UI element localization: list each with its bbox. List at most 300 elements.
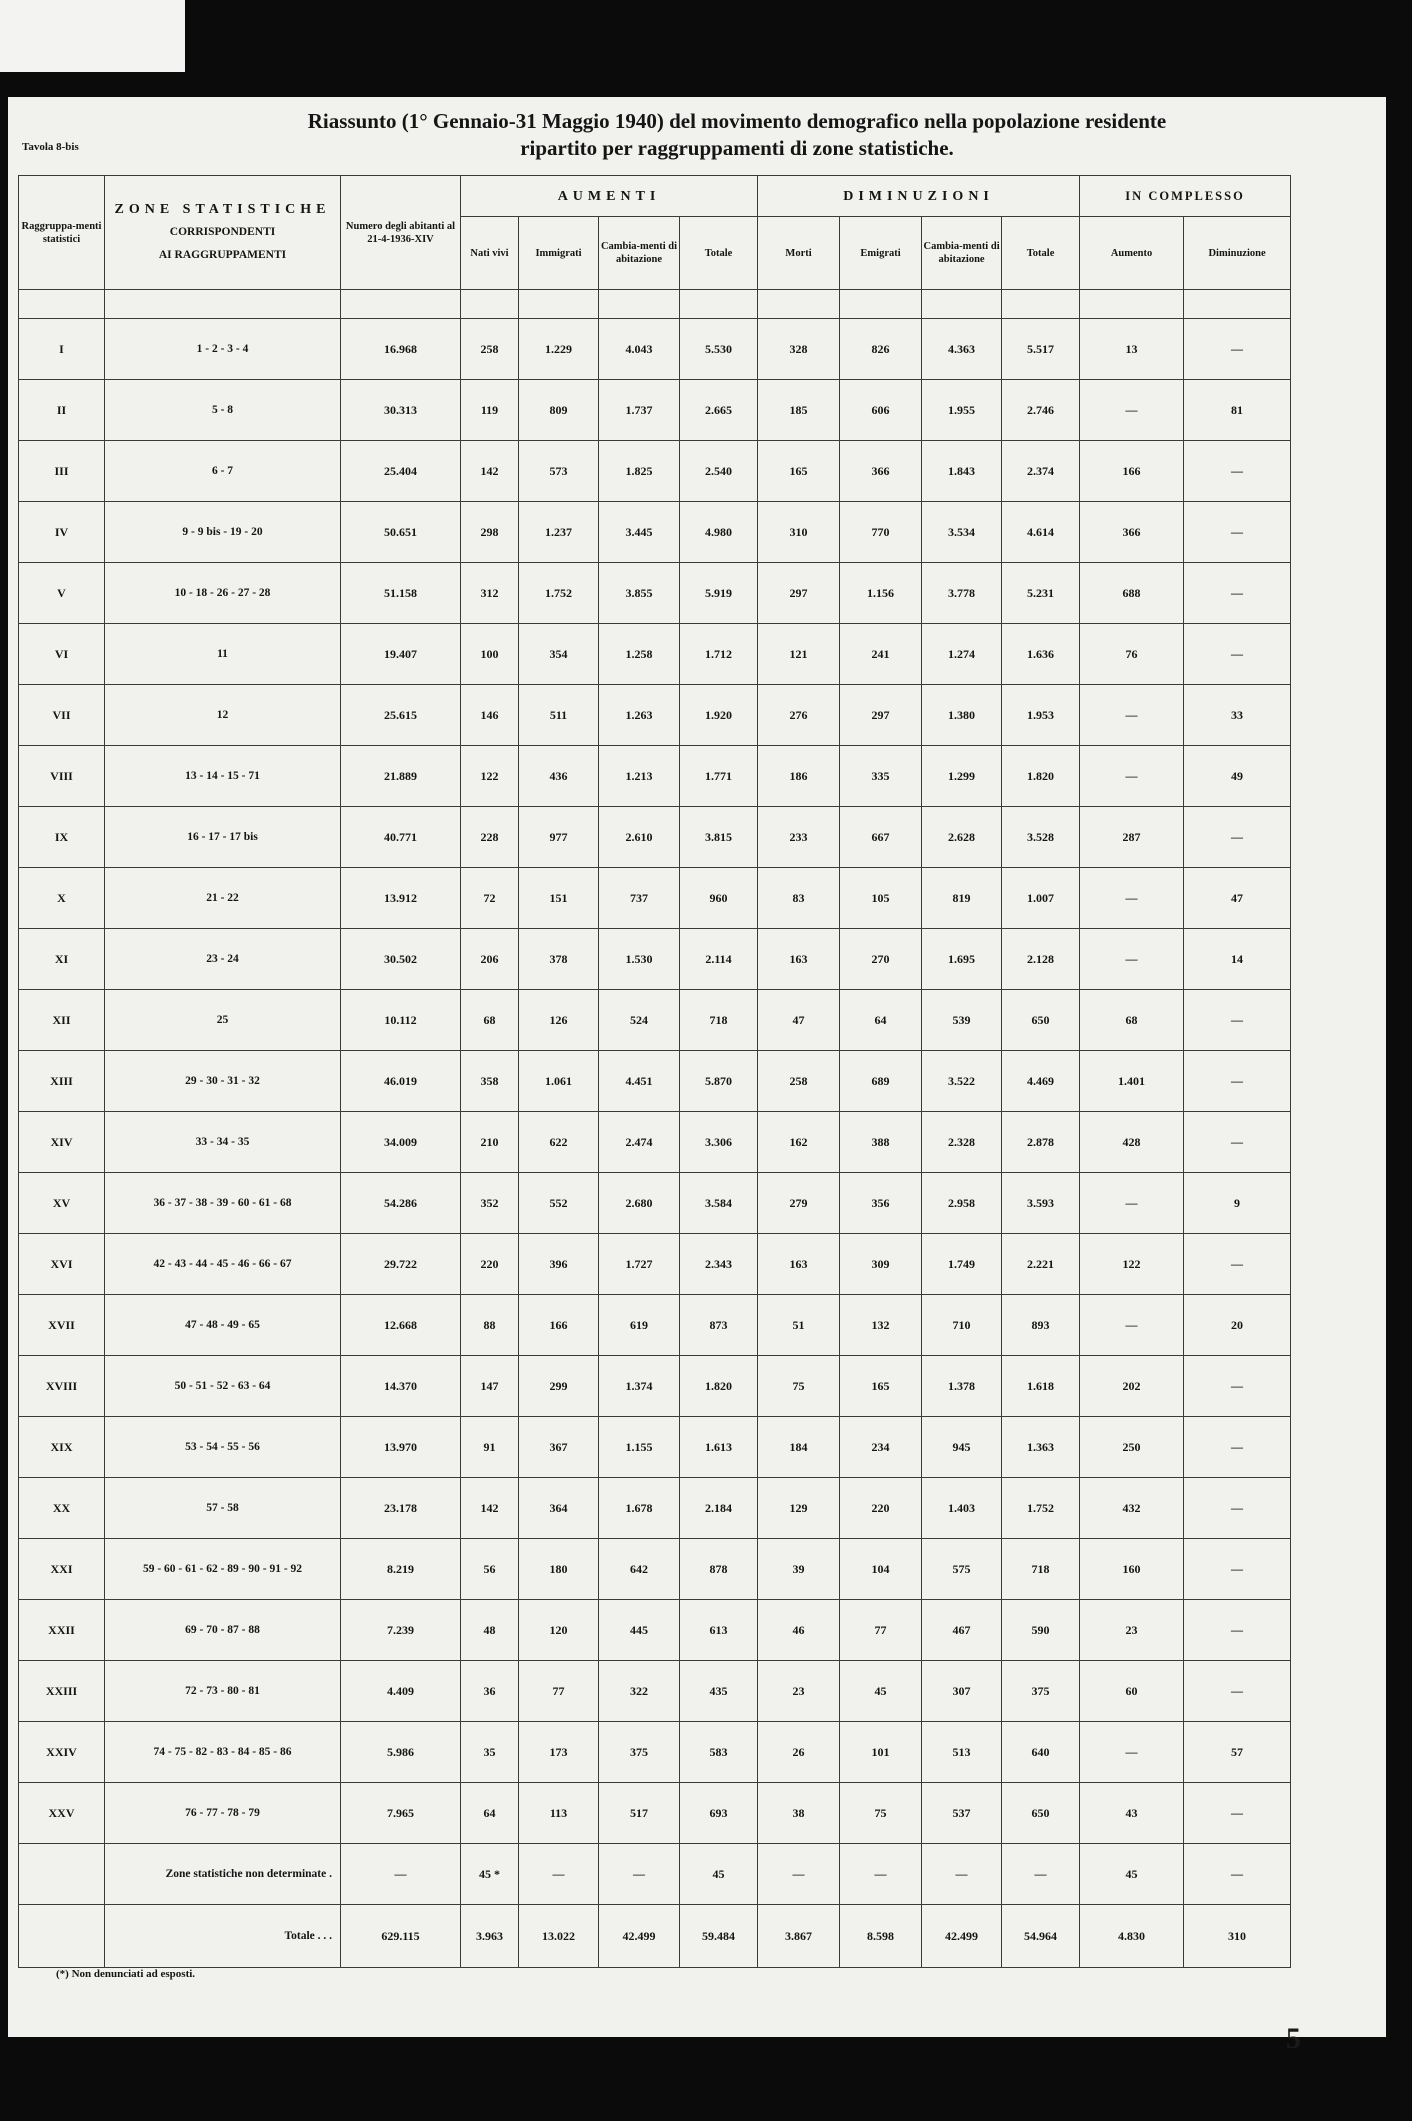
cell-nati-vivi: 100 — [461, 624, 519, 685]
cell-diminuzione: — — [1184, 441, 1291, 502]
table-row — [19, 502, 1291, 563]
cell-nati-vivi: 142 — [461, 1478, 519, 1539]
cell-emigrati: 667 — [840, 807, 922, 868]
cell-cambiamenti-diminuzioni: 575 — [922, 1539, 1002, 1600]
cell-abitanti: 51.158 — [341, 563, 461, 624]
cell-cambiamenti-aumenti: 1.213 — [599, 746, 680, 807]
cell-morti: 47 — [758, 990, 840, 1051]
cell-cambiamenti-diminuzioni: 1.378 — [922, 1356, 1002, 1417]
cell-zone: 50 - 51 - 52 - 63 - 64 — [105, 1356, 341, 1417]
cell-totale-diminuzioni: 3.528 — [1002, 807, 1080, 868]
cell-totale-aumenti: 693 — [680, 1783, 758, 1844]
cell-immigrati: 173 — [519, 1722, 599, 1783]
cell-abitanti: 40.771 — [341, 807, 461, 868]
table-row — [19, 1417, 1291, 1478]
cell-cambiamenti-aumenti: 2.680 — [599, 1173, 680, 1234]
table-row — [19, 380, 1291, 441]
cell-immigrati: 1.061 — [519, 1051, 599, 1112]
cell-aumento: — — [1080, 929, 1184, 990]
cell-totale-diminuzioni: — — [1002, 1844, 1080, 1905]
cell-morti: 162 — [758, 1112, 840, 1173]
cell-cambiamenti-aumenti: 1.727 — [599, 1234, 680, 1295]
cell-cambiamenti-diminuzioni: 945 — [922, 1417, 1002, 1478]
cell-nati-vivi: 228 — [461, 807, 519, 868]
cell-cambiamenti-aumenti: 524 — [599, 990, 680, 1051]
cell-cambiamenti-diminuzioni: 819 — [922, 868, 1002, 929]
cell-nati-vivi: 358 — [461, 1051, 519, 1112]
cell-emigrati: 241 — [840, 624, 922, 685]
cell-abitanti: 13.912 — [341, 868, 461, 929]
cell-morti: 23 — [758, 1661, 840, 1722]
col-diminuzione: Diminuzione — [1184, 217, 1291, 290]
cell-raggruppamento: XII — [19, 990, 105, 1051]
cell-morti: 276 — [758, 685, 840, 746]
cell-abitanti: 29.722 — [341, 1234, 461, 1295]
cell-nati-vivi: 258 — [461, 319, 519, 380]
cell-raggruppamento: X — [19, 868, 105, 929]
cell-cambiamenti-aumenti: 375 — [599, 1722, 680, 1783]
cell-emigrati: 220 — [840, 1478, 922, 1539]
cell-cambiamenti-diminuzioni: — — [922, 1844, 1002, 1905]
cell-morti: 39 — [758, 1539, 840, 1600]
cell-totale-aumenti: 2.665 — [680, 380, 758, 441]
cell-totale-diminuzioni: 1.752 — [1002, 1478, 1080, 1539]
cell-immigrati: 367 — [519, 1417, 599, 1478]
cell-cambiamenti-aumenti: 445 — [599, 1600, 680, 1661]
cell-zone: 72 - 73 - 80 - 81 — [105, 1661, 341, 1722]
cell-cambiamenti-aumenti: 1.737 — [599, 380, 680, 441]
cell-abitanti: 14.370 — [341, 1356, 461, 1417]
cell-aumento: 166 — [1080, 441, 1184, 502]
cell-totale-aumenti: 4.980 — [680, 502, 758, 563]
table-row — [19, 624, 1291, 685]
cell-cambiamenti-diminuzioni: 3.534 — [922, 502, 1002, 563]
cell-abitanti: 25.615 — [341, 685, 461, 746]
cell-morti: 26 — [758, 1722, 840, 1783]
cell-totale-diminuzioni: 1.007 — [1002, 868, 1080, 929]
cell-nati-vivi: 56 — [461, 1539, 519, 1600]
cell-morti: 184 — [758, 1417, 840, 1478]
cell-raggruppamento: IV — [19, 502, 105, 563]
cell-totale-aumenti: 3.306 — [680, 1112, 758, 1173]
cell-diminuzione: — — [1184, 624, 1291, 685]
cell-immigrati: 113 — [519, 1783, 599, 1844]
cell-immigrati: 436 — [519, 746, 599, 807]
page-subtitle: ripartito per raggruppamenti di zone statistiche. — [520, 136, 954, 160]
cell-emigrati: 101 — [840, 1722, 922, 1783]
cell-aumento: 250 — [1080, 1417, 1184, 1478]
cell-immigrati: — — [519, 1844, 599, 1905]
cell-diminuzione: 47 — [1184, 868, 1291, 929]
cell-zone: 47 - 48 - 49 - 65 — [105, 1295, 341, 1356]
cell-emigrati: 77 — [840, 1600, 922, 1661]
cell-immigrati: 622 — [519, 1112, 599, 1173]
cell-zone: 33 - 34 - 35 — [105, 1112, 341, 1173]
cell-emigrati: 270 — [840, 929, 922, 990]
total-cambiamenti-aumenti: 42.499 — [599, 1905, 680, 1968]
cell-emigrati: 105 — [840, 868, 922, 929]
col-immigrati: Immigrati — [519, 217, 599, 290]
cell-emigrati: 64 — [840, 990, 922, 1051]
cell-cambiamenti-aumenti: 4.043 — [599, 319, 680, 380]
cell-morti: — — [758, 1844, 840, 1905]
cell-zone: 10 - 18 - 26 - 27 - 28 — [105, 563, 341, 624]
cell-nati-vivi: 88 — [461, 1295, 519, 1356]
table-row — [19, 685, 1291, 746]
total-abitanti: 629.115 — [341, 1905, 461, 1968]
cell-immigrati: 1.752 — [519, 563, 599, 624]
cell-emigrati: 234 — [840, 1417, 922, 1478]
cell-diminuzione: — — [1184, 1051, 1291, 1112]
col-totale-diminuzioni: Totale — [1002, 217, 1080, 290]
cell-raggruppamento: V — [19, 563, 105, 624]
cell-morti: 38 — [758, 1783, 840, 1844]
cell-nati-vivi: 312 — [461, 563, 519, 624]
cell-cambiamenti-aumenti: — — [599, 1844, 680, 1905]
cell-totale-diminuzioni: 2.746 — [1002, 380, 1080, 441]
col-cambiamenti-diminuzioni: Cambia-menti di abitazione — [922, 217, 1002, 290]
cell-aumento: 23 — [1080, 1600, 1184, 1661]
table-row — [19, 746, 1291, 807]
cell-immigrati: 378 — [519, 929, 599, 990]
cell-diminuzione: 33 — [1184, 685, 1291, 746]
cell-aumento: — — [1080, 746, 1184, 807]
cell-morti: 51 — [758, 1295, 840, 1356]
cell-diminuzione: 81 — [1184, 380, 1291, 441]
cell-diminuzione: — — [1184, 1539, 1291, 1600]
cell-nati-vivi: 298 — [461, 502, 519, 563]
cell-totale-aumenti: 5.919 — [680, 563, 758, 624]
cell-totale-aumenti: 1.613 — [680, 1417, 758, 1478]
cell-zone: 59 - 60 - 61 - 62 - 89 - 90 - 91 - 92 — [105, 1539, 341, 1600]
cell-abitanti: 19.407 — [341, 624, 461, 685]
cell-cambiamenti-diminuzioni: 710 — [922, 1295, 1002, 1356]
cell-abitanti: 5.986 — [341, 1722, 461, 1783]
cell-cambiamenti-aumenti: 2.474 — [599, 1112, 680, 1173]
total-label: Totale . . . — [105, 1905, 341, 1968]
cell-aumento: — — [1080, 868, 1184, 929]
cell-zone: 76 - 77 - 78 - 79 — [105, 1783, 341, 1844]
cell-emigrati: 1.156 — [840, 563, 922, 624]
cell-raggruppamento: VI — [19, 624, 105, 685]
cell-abitanti: 7.965 — [341, 1783, 461, 1844]
page-header — [8, 97, 1386, 171]
cell-cambiamenti-diminuzioni: 539 — [922, 990, 1002, 1051]
table-number: Tavola 8-bis — [22, 141, 79, 153]
cell-emigrati: 356 — [840, 1173, 922, 1234]
cell-emigrati: 75 — [840, 1783, 922, 1844]
cell-immigrati: 396 — [519, 1234, 599, 1295]
cell-nati-vivi: 64 — [461, 1783, 519, 1844]
total-morti: 3.867 — [758, 1905, 840, 1968]
cell-immigrati: 977 — [519, 807, 599, 868]
cell-totale-aumenti: 2.343 — [680, 1234, 758, 1295]
cell-aumento: 160 — [1080, 1539, 1184, 1600]
cell-emigrati: 297 — [840, 685, 922, 746]
cell-cambiamenti-aumenti: 3.445 — [599, 502, 680, 563]
cell-nati-vivi: 220 — [461, 1234, 519, 1295]
cell-diminuzione: — — [1184, 1600, 1291, 1661]
cell-immigrati: 364 — [519, 1478, 599, 1539]
table-row — [19, 441, 1291, 502]
cell-cambiamenti-aumenti: 1.530 — [599, 929, 680, 990]
cell-immigrati: 1.237 — [519, 502, 599, 563]
cell-totale-diminuzioni: 650 — [1002, 1783, 1080, 1844]
cell-raggruppamento: XIII — [19, 1051, 105, 1112]
cell-immigrati: 511 — [519, 685, 599, 746]
cell-nati-vivi: 122 — [461, 746, 519, 807]
cell-totale-aumenti: 1.712 — [680, 624, 758, 685]
group-complesso: IN COMPLESSO — [1080, 176, 1291, 217]
cell-cambiamenti-aumenti: 517 — [599, 1783, 680, 1844]
cell-diminuzione: — — [1184, 1661, 1291, 1722]
cell-totale-aumenti: 2.114 — [680, 929, 758, 990]
cell-nati-vivi: 36 — [461, 1661, 519, 1722]
cell-diminuzione: — — [1184, 1783, 1291, 1844]
table-row — [19, 1356, 1291, 1417]
cell-raggruppamento: IX — [19, 807, 105, 868]
cell-emigrati: 309 — [840, 1234, 922, 1295]
cell-nati-vivi: 210 — [461, 1112, 519, 1173]
cell-totale-aumenti: 873 — [680, 1295, 758, 1356]
cell-morti: 297 — [758, 563, 840, 624]
cell-morti: 258 — [758, 1051, 840, 1112]
cell-diminuzione: 20 — [1184, 1295, 1291, 1356]
cell-abitanti: 25.404 — [341, 441, 461, 502]
cell-immigrati: 1.229 — [519, 319, 599, 380]
cell-totale-diminuzioni: 1.618 — [1002, 1356, 1080, 1417]
cell-abitanti: 7.239 — [341, 1600, 461, 1661]
zone-header-line1: ZONE STATISTICHE — [114, 202, 331, 217]
cell-cambiamenti-aumenti: 1.374 — [599, 1356, 680, 1417]
cell-emigrati: 770 — [840, 502, 922, 563]
cell-cambiamenti-aumenti: 1.258 — [599, 624, 680, 685]
cell-cambiamenti-diminuzioni: 1.955 — [922, 380, 1002, 441]
cell-zone: 57 - 58 — [105, 1478, 341, 1539]
table-row — [19, 1539, 1291, 1600]
demographic-table — [18, 175, 1291, 1968]
cell-cambiamenti-aumenti: 619 — [599, 1295, 680, 1356]
cell-zone: 13 - 14 - 15 - 71 — [105, 746, 341, 807]
cell-diminuzione: — — [1184, 563, 1291, 624]
cell-diminuzione: — — [1184, 990, 1291, 1051]
cell-immigrati: 126 — [519, 990, 599, 1051]
row-totale — [19, 1905, 1291, 1968]
cell-totale-aumenti: 960 — [680, 868, 758, 929]
header-gap-row — [19, 290, 1291, 319]
cell-emigrati: 335 — [840, 746, 922, 807]
cell-abitanti: 46.019 — [341, 1051, 461, 1112]
cell-cambiamenti-diminuzioni: 1.380 — [922, 685, 1002, 746]
cell-diminuzione: — — [1184, 1356, 1291, 1417]
cell-diminuzione: — — [1184, 319, 1291, 380]
document-page — [8, 97, 1386, 2055]
cell-cambiamenti-aumenti: 1.825 — [599, 441, 680, 502]
cell-totale-diminuzioni: 1.636 — [1002, 624, 1080, 685]
cell-totale-aumenti: 1.820 — [680, 1356, 758, 1417]
cell-totale-aumenti: 1.771 — [680, 746, 758, 807]
cell-nati-vivi: 45 * — [461, 1844, 519, 1905]
cell-diminuzione: 49 — [1184, 746, 1291, 807]
cell-cambiamenti-diminuzioni: 3.522 — [922, 1051, 1002, 1112]
total-totale-aumenti: 59.484 — [680, 1905, 758, 1968]
cell-emigrati: 104 — [840, 1539, 922, 1600]
cell-nati-vivi: 72 — [461, 868, 519, 929]
cell-totale-diminuzioni: 4.614 — [1002, 502, 1080, 563]
col-aumento: Aumento — [1080, 217, 1184, 290]
cell-totale-diminuzioni: 590 — [1002, 1600, 1080, 1661]
cell-raggruppamento: III — [19, 441, 105, 502]
col-emigrati: Emigrati — [840, 217, 922, 290]
cell-aumento: 287 — [1080, 807, 1184, 868]
cell-abitanti: 30.502 — [341, 929, 461, 990]
cell-aumento: 45 — [1080, 1844, 1184, 1905]
cell-totale-aumenti: 5.530 — [680, 319, 758, 380]
table-row — [19, 990, 1291, 1051]
cell-aumento: 1.401 — [1080, 1051, 1184, 1112]
table-row — [19, 1295, 1291, 1356]
zone-header-line3: AI RAGGRUPPAMENTI — [158, 249, 287, 261]
cell-cambiamenti-diminuzioni: 537 — [922, 1783, 1002, 1844]
cell-aumento: 43 — [1080, 1783, 1184, 1844]
cell-morti: 328 — [758, 319, 840, 380]
group-diminuzioni: DIMINUZIONI — [758, 176, 1080, 217]
cell-emigrati: 132 — [840, 1295, 922, 1356]
cell-totale-diminuzioni: 650 — [1002, 990, 1080, 1051]
cell-raggruppamento: XXIII — [19, 1661, 105, 1722]
table-row — [19, 1722, 1291, 1783]
cell-totale-aumenti: 613 — [680, 1600, 758, 1661]
cell-abitanti: 8.219 — [341, 1539, 461, 1600]
cell-aumento: — — [1080, 1295, 1184, 1356]
col-cambiamenti-aumenti: Cambia-menti di abitazione — [599, 217, 680, 290]
cell-morti: 233 — [758, 807, 840, 868]
cell-abitanti: 10.112 — [341, 990, 461, 1051]
total-totale-diminuzioni: 54.964 — [1002, 1905, 1080, 1968]
cell-emigrati: 388 — [840, 1112, 922, 1173]
cell-cambiamenti-diminuzioni: 1.274 — [922, 624, 1002, 685]
cell-totale-aumenti: 3.584 — [680, 1173, 758, 1234]
cell-raggruppamento: II — [19, 380, 105, 441]
cell-abitanti: 13.970 — [341, 1417, 461, 1478]
cell-nati-vivi: 206 — [461, 929, 519, 990]
table-row — [19, 563, 1291, 624]
cell-raggruppamento: VIII — [19, 746, 105, 807]
cell-totale-diminuzioni: 1.363 — [1002, 1417, 1080, 1478]
cell-nati-vivi: 142 — [461, 441, 519, 502]
cell-morti: 185 — [758, 380, 840, 441]
table-row — [19, 807, 1291, 868]
cell-cambiamenti-diminuzioni: 467 — [922, 1600, 1002, 1661]
total-diminuzione: 310 — [1184, 1905, 1291, 1968]
cell-nati-vivi: 68 — [461, 990, 519, 1051]
cell-aumento: 428 — [1080, 1112, 1184, 1173]
cell-totale-aumenti: 878 — [680, 1539, 758, 1600]
table-row — [19, 1173, 1291, 1234]
cell-totale-diminuzioni: 1.820 — [1002, 746, 1080, 807]
cell-immigrati: 120 — [519, 1600, 599, 1661]
cell-emigrati: 366 — [840, 441, 922, 502]
cell-raggruppamento: XVIII — [19, 1356, 105, 1417]
cell-cambiamenti-aumenti: 1.155 — [599, 1417, 680, 1478]
cell-morti: 121 — [758, 624, 840, 685]
cell-abitanti: 30.313 — [341, 380, 461, 441]
cell-zone: 36 - 37 - 38 - 39 - 60 - 61 - 68 — [105, 1173, 341, 1234]
col-abitanti: Numero degli abitanti al 21-4-1936-XIV — [341, 176, 461, 290]
cell-aumento: 60 — [1080, 1661, 1184, 1722]
cell-totale-diminuzioni: 2.374 — [1002, 441, 1080, 502]
cell-cambiamenti-diminuzioni: 2.958 — [922, 1173, 1002, 1234]
cell-zone: 29 - 30 - 31 - 32 — [105, 1051, 341, 1112]
cell-totale-diminuzioni: 2.878 — [1002, 1112, 1080, 1173]
cell-morti: 163 — [758, 1234, 840, 1295]
total-emigrati: 8.598 — [840, 1905, 922, 1968]
table-row — [19, 1112, 1291, 1173]
cell-cambiamenti-diminuzioni: 307 — [922, 1661, 1002, 1722]
cell-totale-diminuzioni: 1.953 — [1002, 685, 1080, 746]
cell-emigrati: 826 — [840, 319, 922, 380]
cell-nati-vivi: 35 — [461, 1722, 519, 1783]
cell-cambiamenti-diminuzioni: 2.628 — [922, 807, 1002, 868]
cell-zone: 1 - 2 - 3 - 4 — [105, 319, 341, 380]
cell-immigrati: 809 — [519, 380, 599, 441]
table-row — [19, 868, 1291, 929]
cell-aumento: 68 — [1080, 990, 1184, 1051]
cell-zone: 42 - 43 - 44 - 45 - 46 - 66 - 67 — [105, 1234, 341, 1295]
total-cambiamenti-diminuzioni: 42.499 — [922, 1905, 1002, 1968]
cell-totale-aumenti: 583 — [680, 1722, 758, 1783]
cell-totale-aumenti: 5.870 — [680, 1051, 758, 1112]
cell-cambiamenti-aumenti: 1.263 — [599, 685, 680, 746]
cell-totale-aumenti: 718 — [680, 990, 758, 1051]
cell-abitanti: 4.409 — [341, 1661, 461, 1722]
cell-raggruppamento: XXV — [19, 1783, 105, 1844]
cell-diminuzione: — — [1184, 1112, 1291, 1173]
cell-cambiamenti-diminuzioni: 1.749 — [922, 1234, 1002, 1295]
col-totale-aumenti: Totale — [680, 217, 758, 290]
cell-cambiamenti-diminuzioni: 2.328 — [922, 1112, 1002, 1173]
cell-cambiamenti-aumenti: 642 — [599, 1539, 680, 1600]
cell-raggruppamento: XV — [19, 1173, 105, 1234]
cell-cambiamenti-diminuzioni: 3.778 — [922, 563, 1002, 624]
table-row — [19, 929, 1291, 990]
cell-zone: 5 - 8 — [105, 380, 341, 441]
cell-totale-diminuzioni: 718 — [1002, 1539, 1080, 1600]
cell-diminuzione: 57 — [1184, 1722, 1291, 1783]
cell-emigrati: 689 — [840, 1051, 922, 1112]
cell-zone: 53 - 54 - 55 - 56 — [105, 1417, 341, 1478]
cell-zone: 11 — [105, 624, 341, 685]
cell-morti: 279 — [758, 1173, 840, 1234]
cell-aumento: — — [1080, 380, 1184, 441]
cell-raggruppamento: XI — [19, 929, 105, 990]
cell-morti: 75 — [758, 1356, 840, 1417]
cell-aumento: 688 — [1080, 563, 1184, 624]
cell-zone: 9 - 9 bis - 19 - 20 — [105, 502, 341, 563]
cell-cambiamenti-aumenti: 2.610 — [599, 807, 680, 868]
cell-totale-diminuzioni: 375 — [1002, 1661, 1080, 1722]
cell-raggruppamento — [19, 1844, 105, 1905]
table-row — [19, 319, 1291, 380]
cell-raggruppamento: XVI — [19, 1234, 105, 1295]
cell-abitanti: 16.968 — [341, 319, 461, 380]
page-title: Riassunto (1° Gennaio-31 Maggio 1940) del movimento demografico nella popolazione residente — [307, 109, 1167, 133]
cell-cambiamenti-diminuzioni: 513 — [922, 1722, 1002, 1783]
cell-cambiamenti-diminuzioni: 1.299 — [922, 746, 1002, 807]
cell-raggruppamento: XXI — [19, 1539, 105, 1600]
cell-totale-aumenti: 2.184 — [680, 1478, 758, 1539]
cell-nati-vivi: 48 — [461, 1600, 519, 1661]
